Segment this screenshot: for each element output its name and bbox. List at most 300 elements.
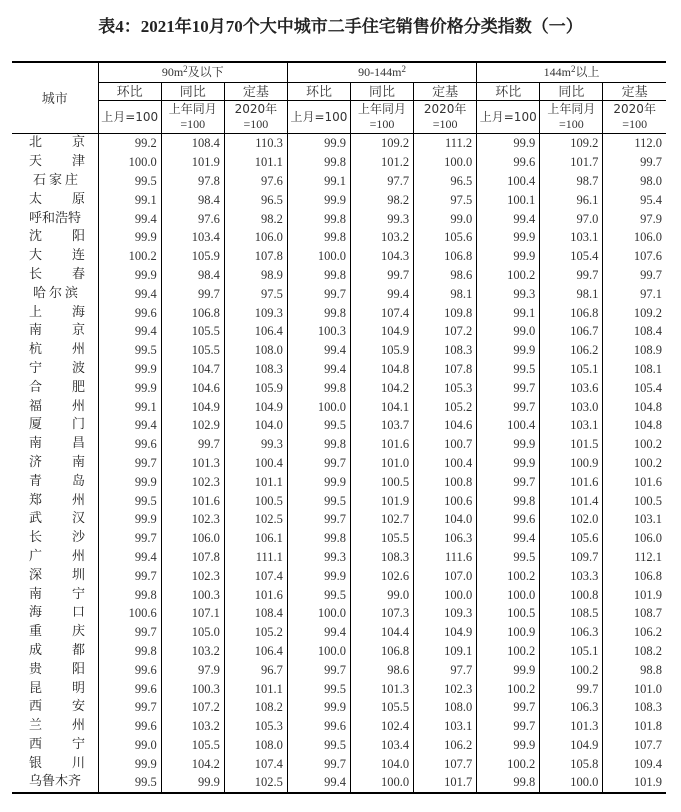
index-value: 99.5 xyxy=(287,416,350,435)
subheader-yoy: 同比 xyxy=(351,83,414,101)
index-value: 99.5 xyxy=(98,773,161,793)
index-value: 99.5 xyxy=(477,360,540,379)
base-line1: 2020年 xyxy=(234,102,278,116)
index-value: 99.0 xyxy=(351,585,414,604)
index-value: 104.9 xyxy=(161,397,224,416)
index-value: 99.1 xyxy=(98,397,161,416)
city-label: 贵 阳 xyxy=(29,661,85,677)
index-value: 101.3 xyxy=(161,454,224,473)
table-row xyxy=(12,322,666,341)
index-value: 106.8 xyxy=(351,642,414,661)
index-value: 101.6 xyxy=(351,435,414,454)
index-value: 105.9 xyxy=(161,247,224,266)
table-row xyxy=(12,416,666,435)
table-row xyxy=(12,717,666,736)
index-value: 99.8 xyxy=(287,378,350,397)
index-value: 99.4 xyxy=(98,548,161,567)
index-value: 99.8 xyxy=(287,153,350,172)
index-value: 107.7 xyxy=(603,736,666,755)
table-row xyxy=(12,754,666,773)
index-value: 108.3 xyxy=(414,341,477,360)
index-value: 100.3 xyxy=(161,679,224,698)
index-value: 101.9 xyxy=(603,585,666,604)
table-row xyxy=(12,209,666,228)
city-name xyxy=(12,172,98,191)
index-value: 109.2 xyxy=(540,134,603,153)
index-value: 98.1 xyxy=(540,284,603,303)
city-label: 西 宁 xyxy=(29,736,85,752)
index-value: 101.1 xyxy=(224,153,287,172)
index-value: 106.1 xyxy=(224,529,287,548)
city-label: 长 春 xyxy=(29,266,85,282)
index-value: 99.5 xyxy=(98,491,161,510)
city-name xyxy=(12,491,98,510)
index-value: 103.0 xyxy=(540,397,603,416)
index-value: 100.8 xyxy=(540,585,603,604)
city-label: 济 南 xyxy=(29,454,85,470)
city-name xyxy=(12,566,98,585)
index-value: 97.5 xyxy=(224,284,287,303)
index-value: 108.3 xyxy=(603,698,666,717)
index-value: 99.4 xyxy=(98,284,161,303)
index-value: 95.4 xyxy=(603,190,666,209)
city-label: 南 宁 xyxy=(29,586,85,602)
index-value: 101.6 xyxy=(540,472,603,491)
index-value: 106.7 xyxy=(540,322,603,341)
index-value: 108.7 xyxy=(603,604,666,623)
index-value: 105.9 xyxy=(351,341,414,360)
table-row xyxy=(12,585,666,604)
index-value: 100.2 xyxy=(477,266,540,285)
index-value: 99.7 xyxy=(161,435,224,454)
index-value: 99.9 xyxy=(477,341,540,360)
table-row xyxy=(12,660,666,679)
city-column-header: 城市 xyxy=(12,62,98,134)
index-value: 105.6 xyxy=(540,529,603,548)
index-value: 100.8 xyxy=(414,472,477,491)
city-name xyxy=(12,360,98,379)
index-value: 99.3 xyxy=(224,435,287,454)
index-value: 99.4 xyxy=(287,773,350,793)
index-value: 104.9 xyxy=(414,623,477,642)
index-value: 106.4 xyxy=(224,322,287,341)
city-label: 青 岛 xyxy=(29,473,85,489)
index-value: 105.1 xyxy=(540,642,603,661)
index-value: 104.1 xyxy=(351,397,414,416)
index-value: 100.7 xyxy=(414,435,477,454)
index-value: 98.2 xyxy=(224,209,287,228)
subheader-yoy: 同比 xyxy=(540,83,603,101)
index-value: 101.7 xyxy=(540,153,603,172)
city-name xyxy=(12,134,98,153)
index-value: 104.8 xyxy=(603,416,666,435)
index-value: 99.6 xyxy=(98,717,161,736)
table-row xyxy=(12,623,666,642)
table-row xyxy=(12,642,666,661)
city-label: 重 庆 xyxy=(29,624,85,640)
index-value: 99.7 xyxy=(161,284,224,303)
index-value: 99.8 xyxy=(98,585,161,604)
city-name xyxy=(12,435,98,454)
index-value: 99.5 xyxy=(287,491,350,510)
index-value: 99.0 xyxy=(414,209,477,228)
table-row xyxy=(12,604,666,623)
city-label: 兰 州 xyxy=(29,718,85,734)
index-value: 108.0 xyxy=(414,698,477,717)
index-value: 99.3 xyxy=(477,284,540,303)
city-label: 哈尔滨 xyxy=(33,285,82,301)
base-line2: =100 xyxy=(180,117,206,131)
city-label: 武 汉 xyxy=(29,511,85,527)
index-value: 103.1 xyxy=(540,416,603,435)
index-value: 99.7 xyxy=(351,266,414,285)
index-value: 100.9 xyxy=(477,623,540,642)
index-value: 104.2 xyxy=(161,754,224,773)
index-value: 99.9 xyxy=(477,228,540,247)
index-value: 99.6 xyxy=(287,717,350,736)
index-value: 100.0 xyxy=(287,247,350,266)
city-label: 银 川 xyxy=(29,755,85,771)
city-label: 南 昌 xyxy=(29,436,85,452)
index-value: 104.2 xyxy=(351,378,414,397)
index-value: 98.6 xyxy=(351,660,414,679)
index-value: 99.9 xyxy=(477,435,540,454)
city-name xyxy=(12,284,98,303)
index-value: 100.5 xyxy=(477,604,540,623)
table-row xyxy=(12,548,666,567)
index-value: 108.4 xyxy=(603,322,666,341)
index-value: 100.0 xyxy=(414,153,477,172)
index-value: 97.1 xyxy=(603,284,666,303)
index-value: 107.2 xyxy=(414,322,477,341)
index-value: 108.4 xyxy=(161,134,224,153)
index-value: 99.0 xyxy=(477,322,540,341)
base-label-mom xyxy=(98,101,161,134)
index-value: 99.9 xyxy=(98,266,161,285)
index-value: 98.8 xyxy=(603,660,666,679)
group-header-90-144: $90-144m^2$ xyxy=(287,62,476,83)
base-label-mom xyxy=(477,101,540,134)
index-value: 99.9 xyxy=(477,454,540,473)
index-value: 100.0 xyxy=(414,585,477,604)
index-value: 102.5 xyxy=(224,773,287,793)
index-value: 100.4 xyxy=(224,454,287,473)
index-value: 106.0 xyxy=(603,228,666,247)
city-name xyxy=(12,642,98,661)
city-name xyxy=(12,604,98,623)
base-line2: =100 xyxy=(622,117,648,131)
index-value: 111.6 xyxy=(414,548,477,567)
city-label: 厦 门 xyxy=(29,417,85,433)
city-name xyxy=(12,209,98,228)
index-value: 106.8 xyxy=(603,566,666,585)
index-value: 102.3 xyxy=(161,472,224,491)
index-value: 99.7 xyxy=(98,623,161,642)
city-name xyxy=(12,341,98,360)
index-value: 106.2 xyxy=(414,736,477,755)
city-label: 南 京 xyxy=(29,323,85,339)
index-value: 107.4 xyxy=(351,303,414,322)
base-line1: 上月=100 xyxy=(290,109,348,124)
index-value: 99.9 xyxy=(98,510,161,529)
index-value: 109.8 xyxy=(414,303,477,322)
index-value: 100.2 xyxy=(603,454,666,473)
index-value: 104.8 xyxy=(603,397,666,416)
index-value: 104.3 xyxy=(351,247,414,266)
city-label: 广 州 xyxy=(29,548,85,564)
base-line1: 2020年 xyxy=(423,102,467,116)
index-value: 112.0 xyxy=(603,134,666,153)
index-value: 102.4 xyxy=(351,717,414,736)
index-value: 107.8 xyxy=(224,247,287,266)
index-value: 99.9 xyxy=(98,228,161,247)
index-value: 108.0 xyxy=(224,736,287,755)
city-name xyxy=(12,660,98,679)
index-value: 105.2 xyxy=(224,623,287,642)
index-value: 109.2 xyxy=(351,134,414,153)
base-line1: 上月=100 xyxy=(101,109,159,124)
index-value: 99.5 xyxy=(477,548,540,567)
index-value: 100.0 xyxy=(540,773,603,793)
city-label: 宁 波 xyxy=(29,360,85,376)
city-name xyxy=(12,736,98,755)
index-value: 99.4 xyxy=(351,284,414,303)
city-name xyxy=(12,322,98,341)
index-value: 100.3 xyxy=(161,585,224,604)
subheader-yoy: 同比 xyxy=(161,83,224,101)
index-value: 100.0 xyxy=(351,773,414,793)
city-label: 呼和浩特 xyxy=(29,210,82,226)
index-value: 101.7 xyxy=(414,773,477,793)
index-value: 107.1 xyxy=(161,604,224,623)
index-value: 99.4 xyxy=(287,341,350,360)
index-value: 100.9 xyxy=(540,454,603,473)
city-name xyxy=(12,529,98,548)
table-row xyxy=(12,529,666,548)
index-value: 111.2 xyxy=(414,134,477,153)
index-value: 101.5 xyxy=(540,435,603,454)
index-value: 100.4 xyxy=(477,416,540,435)
city-label: 合 肥 xyxy=(29,379,85,395)
city-name xyxy=(12,190,98,209)
index-value: 98.0 xyxy=(603,172,666,191)
base-label-yoy xyxy=(351,101,414,134)
table-row xyxy=(12,736,666,755)
index-value: 100.0 xyxy=(287,604,350,623)
base-line1: 上月=100 xyxy=(479,109,537,124)
index-value: 106.2 xyxy=(603,623,666,642)
index-value: 105.5 xyxy=(161,736,224,755)
subheader-mom: 环比 xyxy=(287,83,350,101)
index-value: 99.3 xyxy=(351,209,414,228)
base-line2: =100 xyxy=(243,117,269,131)
base-line2: =100 xyxy=(558,117,584,131)
index-value: 99.5 xyxy=(287,679,350,698)
base-line2: =100 xyxy=(432,117,458,131)
index-value: 99.5 xyxy=(98,341,161,360)
city-name xyxy=(12,228,98,247)
index-value: 105.3 xyxy=(224,717,287,736)
city-name xyxy=(12,585,98,604)
index-value: 107.0 xyxy=(414,566,477,585)
city-name xyxy=(12,773,98,793)
index-value: 99.4 xyxy=(287,623,350,642)
index-value: 100.6 xyxy=(98,604,161,623)
index-value: 100.3 xyxy=(287,322,350,341)
index-value: 104.4 xyxy=(351,623,414,642)
city-name xyxy=(12,754,98,773)
index-value: 99.4 xyxy=(98,322,161,341)
table-row xyxy=(12,397,666,416)
index-value: 99.7 xyxy=(98,454,161,473)
index-value: 105.5 xyxy=(351,698,414,717)
base-label-mom xyxy=(287,101,350,134)
index-value: 100.5 xyxy=(603,491,666,510)
city-label: 石家庄 xyxy=(33,172,82,188)
index-value: 109.7 xyxy=(540,548,603,567)
group-header-144-above: $144m^2$以上 xyxy=(477,62,666,83)
city-label: 昆 明 xyxy=(29,680,85,696)
index-value: 99.6 xyxy=(98,435,161,454)
index-value: 101.6 xyxy=(603,472,666,491)
index-value: 99.1 xyxy=(477,303,540,322)
index-value: 99.7 xyxy=(603,153,666,172)
index-value: 108.3 xyxy=(351,548,414,567)
index-value: 106.0 xyxy=(161,529,224,548)
index-value: 104.7 xyxy=(161,360,224,379)
city-label: 大 连 xyxy=(29,248,85,264)
index-value: 105.0 xyxy=(161,623,224,642)
index-value: 101.0 xyxy=(603,679,666,698)
subheader-fixed-base: 定基 xyxy=(224,83,287,101)
index-value: 112.1 xyxy=(603,548,666,567)
index-value: 99.8 xyxy=(287,529,350,548)
index-value: 99.8 xyxy=(477,773,540,793)
index-value: 105.4 xyxy=(540,247,603,266)
index-value: 103.2 xyxy=(351,228,414,247)
city-label: 杭 州 xyxy=(29,342,85,358)
index-value: 101.3 xyxy=(540,717,603,736)
index-value: 99.8 xyxy=(287,266,350,285)
index-value: 104.8 xyxy=(351,360,414,379)
index-value: 104.0 xyxy=(351,754,414,773)
index-value: 103.1 xyxy=(414,717,477,736)
index-value: 100.2 xyxy=(98,247,161,266)
table-row xyxy=(12,247,666,266)
index-value: 101.6 xyxy=(224,585,287,604)
index-value: 99.9 xyxy=(477,134,540,153)
index-value: 103.3 xyxy=(540,566,603,585)
index-value: 99.4 xyxy=(287,360,350,379)
index-value: 96.5 xyxy=(224,190,287,209)
index-value: 98.2 xyxy=(351,190,414,209)
base-line1: 上年同月 xyxy=(168,102,217,116)
index-value: 98.1 xyxy=(414,284,477,303)
table-row xyxy=(12,190,666,209)
index-value: 106.3 xyxy=(540,623,603,642)
index-value: 107.4 xyxy=(224,566,287,585)
city-name xyxy=(12,623,98,642)
city-label: 郑 州 xyxy=(29,492,85,508)
index-value: 99.4 xyxy=(477,529,540,548)
index-value: 101.3 xyxy=(351,679,414,698)
index-value: 100.2 xyxy=(477,679,540,698)
index-value: 105.2 xyxy=(414,397,477,416)
index-value: 99.1 xyxy=(287,172,350,191)
index-value: 99.5 xyxy=(287,585,350,604)
city-name xyxy=(12,153,98,172)
index-value: 100.0 xyxy=(98,153,161,172)
city-name xyxy=(12,266,98,285)
index-value: 101.9 xyxy=(351,491,414,510)
city-label: 天 津 xyxy=(29,154,85,170)
table-body xyxy=(12,134,666,793)
index-value: 109.2 xyxy=(603,303,666,322)
base-label-fixed-base xyxy=(224,101,287,134)
table-row xyxy=(12,566,666,585)
group-header-90-below: $90m^2$及以下 xyxy=(98,62,287,83)
index-value: 99.0 xyxy=(98,736,161,755)
index-value: 106.8 xyxy=(414,247,477,266)
subheader-fixed-base: 定基 xyxy=(414,83,477,101)
index-value: 108.9 xyxy=(603,341,666,360)
table-row xyxy=(12,679,666,698)
index-value: 100.0 xyxy=(287,642,350,661)
index-value: 105.9 xyxy=(224,378,287,397)
index-value: 105.8 xyxy=(540,754,603,773)
city-label: 乌鲁木齐 xyxy=(29,774,82,790)
city-label: 长 沙 xyxy=(29,530,85,546)
index-value: 99.9 xyxy=(287,472,350,491)
index-value: 99.7 xyxy=(540,266,603,285)
index-value: 105.3 xyxy=(414,378,477,397)
index-value: 99.7 xyxy=(287,454,350,473)
page-title: 表4：2021年10月70个大中城市二手住宅销售价格分类指数（一） xyxy=(98,17,583,36)
index-value: 100.6 xyxy=(414,491,477,510)
index-value: 100.4 xyxy=(414,454,477,473)
price-index-table xyxy=(12,61,666,794)
index-value: 108.0 xyxy=(224,341,287,360)
index-value: 97.6 xyxy=(224,172,287,191)
index-value: 100.5 xyxy=(224,491,287,510)
index-value: 108.1 xyxy=(603,360,666,379)
index-value: 99.5 xyxy=(287,736,350,755)
subheader-mom: 环比 xyxy=(98,83,161,101)
table-row xyxy=(12,228,666,247)
index-value: 98.6 xyxy=(414,266,477,285)
index-value: 102.6 xyxy=(351,566,414,585)
index-value: 107.8 xyxy=(414,360,477,379)
index-value: 99.9 xyxy=(98,378,161,397)
index-value: 104.0 xyxy=(224,416,287,435)
index-value: 103.2 xyxy=(161,642,224,661)
index-value: 99.7 xyxy=(603,266,666,285)
index-value: 99.8 xyxy=(98,642,161,661)
index-value: 101.2 xyxy=(351,153,414,172)
base-label-yoy xyxy=(161,101,224,134)
city-label: 上 海 xyxy=(29,304,85,320)
city-label: 西 安 xyxy=(29,699,85,715)
table-row xyxy=(12,172,666,191)
index-value: 101.8 xyxy=(603,717,666,736)
index-value: 100.4 xyxy=(477,172,540,191)
index-value: 104.9 xyxy=(351,322,414,341)
city-name xyxy=(12,416,98,435)
index-value: 100.2 xyxy=(477,754,540,773)
index-value: 100.0 xyxy=(477,585,540,604)
table-row xyxy=(12,472,666,491)
index-value: 97.6 xyxy=(161,209,224,228)
